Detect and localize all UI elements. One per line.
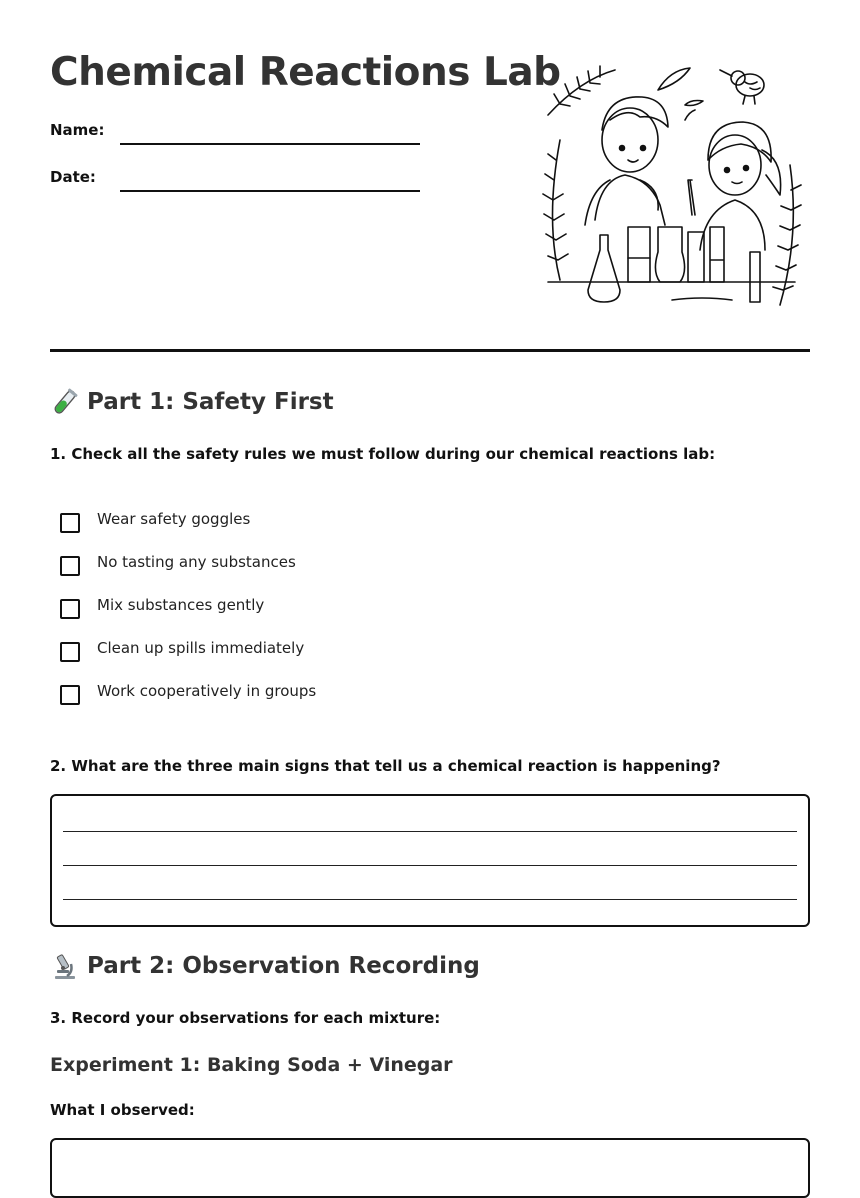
- list-item: [60, 639, 316, 682]
- part1-heading-text: Part 1: Safety First: [87, 389, 334, 415]
- answer-box-experiment-1[interactable]: [50, 1138, 810, 1198]
- date-field[interactable]: [120, 190, 420, 192]
- rule-checkbox-no-tasting[interactable]: [60, 556, 80, 576]
- answer-box-q2[interactable]: [50, 794, 810, 927]
- rule-label: Wear safety goggles: [97, 510, 251, 528]
- rule-label: No tasting any substances: [97, 553, 296, 571]
- list-item: [60, 596, 316, 639]
- safety-rules-list: [60, 510, 316, 725]
- list-item: [60, 682, 316, 725]
- answer-line: [63, 831, 797, 832]
- page-title: Chemical Reactions Lab: [50, 50, 561, 95]
- list-item: [60, 553, 316, 596]
- rule-checkbox-clean-spills[interactable]: [60, 642, 80, 662]
- question-2: 2. What are the three main signs that tell us a chemical reaction is happening?: [50, 757, 721, 775]
- header-divider: [50, 349, 810, 352]
- rule-label: Clean up spills immediately: [97, 639, 305, 657]
- experiment-1-title: Experiment 1: Baking Soda + Vinegar: [50, 1054, 453, 1076]
- answer-line: [63, 899, 797, 900]
- question-3: 3. Record your observations for each mixture:: [50, 1009, 441, 1027]
- date-label: Date:: [50, 168, 96, 186]
- test-tube-icon: [50, 387, 80, 417]
- question-1: 1. Check all the safety rules we must follow during our chemical reactions lab:: [50, 445, 716, 463]
- rule-checkbox-goggles[interactable]: [60, 513, 80, 533]
- part1-heading: [50, 387, 334, 417]
- observed-label: What I observed:: [50, 1101, 195, 1119]
- rule-label: Work cooperatively in groups: [97, 682, 317, 700]
- name-field[interactable]: [120, 143, 420, 145]
- part2-heading-text: Part 2: Observation Recording: [87, 953, 480, 979]
- rule-label: Mix substances gently: [97, 596, 265, 614]
- list-item: [60, 510, 316, 553]
- part2-heading: [50, 951, 480, 981]
- answer-line: [63, 865, 797, 866]
- kids-lab-illustration: [540, 60, 805, 310]
- microscope-icon: [50, 951, 80, 981]
- rule-checkbox-mix-gently[interactable]: [60, 599, 80, 619]
- rule-checkbox-cooperate[interactable]: [60, 685, 80, 705]
- name-label: Name:: [50, 121, 105, 139]
